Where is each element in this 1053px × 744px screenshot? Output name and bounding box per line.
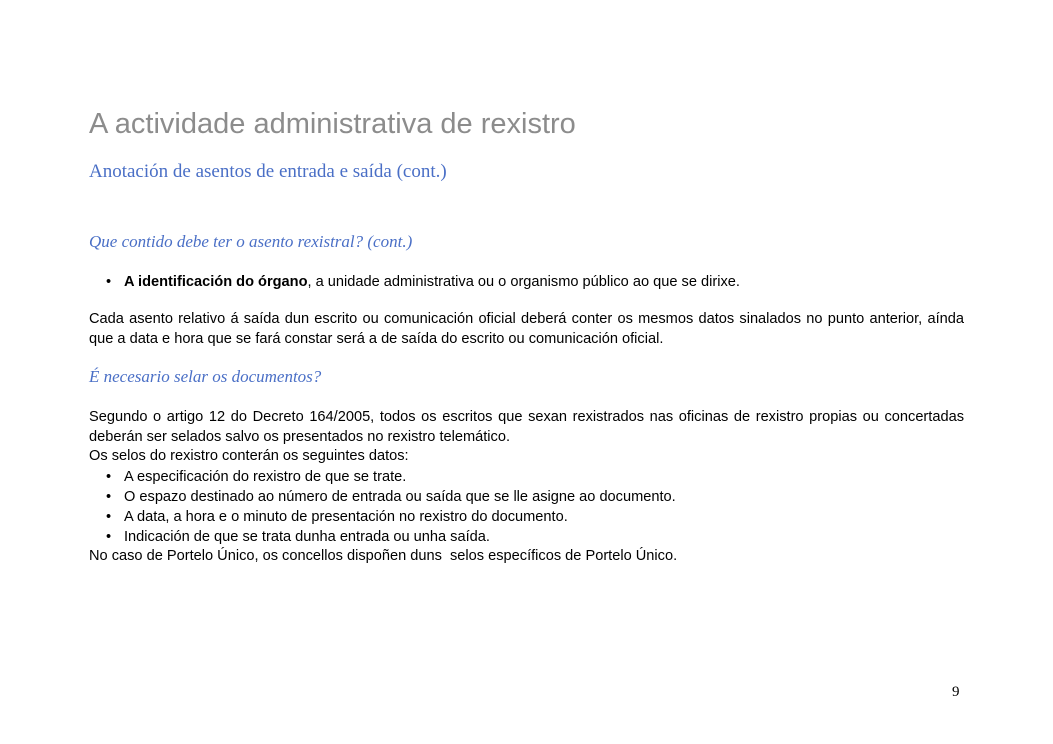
list-item <box>89 507 964 527</box>
page-title: A actividade administrativa de rexistro <box>89 108 576 140</box>
section2-paragraph: Segundo o artigo 12 do Decreto 164/2005, todos os escritos que sexan rexistrados nas oficinas de rexistro propias ou concertadas deberán ser selados salvo os presentados no rexistro telemático. <box>89 409 964 445</box>
section1-bullet-list <box>89 272 964 292</box>
list-item-text: A especificación do rexistro de que se trate. <box>124 468 407 485</box>
list-item <box>89 272 964 292</box>
section2-body <box>89 408 964 566</box>
section1-paragraph: Cada asento relativo á saída dun escrito ou comunicación oficial deberá conter os mesmos datos sinalados no punto anterior, aínda que a data e hora que se fará constar será a de saída do escrito ou comunicación oficial. <box>89 311 964 347</box>
bullet-bold-text: A identificación do órgano <box>124 274 308 290</box>
bullet-text: , a unidade administrativa ou o organismo público ao que se dirixe. <box>307 274 740 290</box>
list-item <box>89 487 964 507</box>
list-item <box>89 527 964 547</box>
section2-intro: Os selos do rexistro conterán os seguintes datos: <box>89 448 409 464</box>
seal-data-list <box>89 467 964 547</box>
section-heading-contents: Que contido debe ter o asento rexistral? (cont.) <box>89 232 413 251</box>
bullet-icon: • <box>106 488 112 505</box>
list-item <box>89 467 964 487</box>
bullet-icon: • <box>106 528 112 545</box>
bullet-icon: • <box>106 468 112 485</box>
bullet-icon: • <box>106 508 112 525</box>
section-heading-seals: É necesario selar os documentos? <box>89 367 322 386</box>
bullet-icon: • <box>106 274 112 290</box>
list-item-text: O espazo destinado ao número de entrada ou saída que se lle asigne ao documento. <box>124 488 676 505</box>
list-item-text: Indicación de que se trata dunha entrada ou unha saída. <box>124 528 490 545</box>
page-number: 9 <box>952 684 960 700</box>
list-item-text: A data, a hora e o minuto de presentación no rexistro do documento. <box>124 508 568 525</box>
page-subtitle: Anotación de asentos de entrada e saída (cont.) <box>89 161 447 182</box>
section2-closing: No caso de Portelo Único, os concellos dispoñen duns selos específicos de Portelo Único. <box>89 547 678 564</box>
